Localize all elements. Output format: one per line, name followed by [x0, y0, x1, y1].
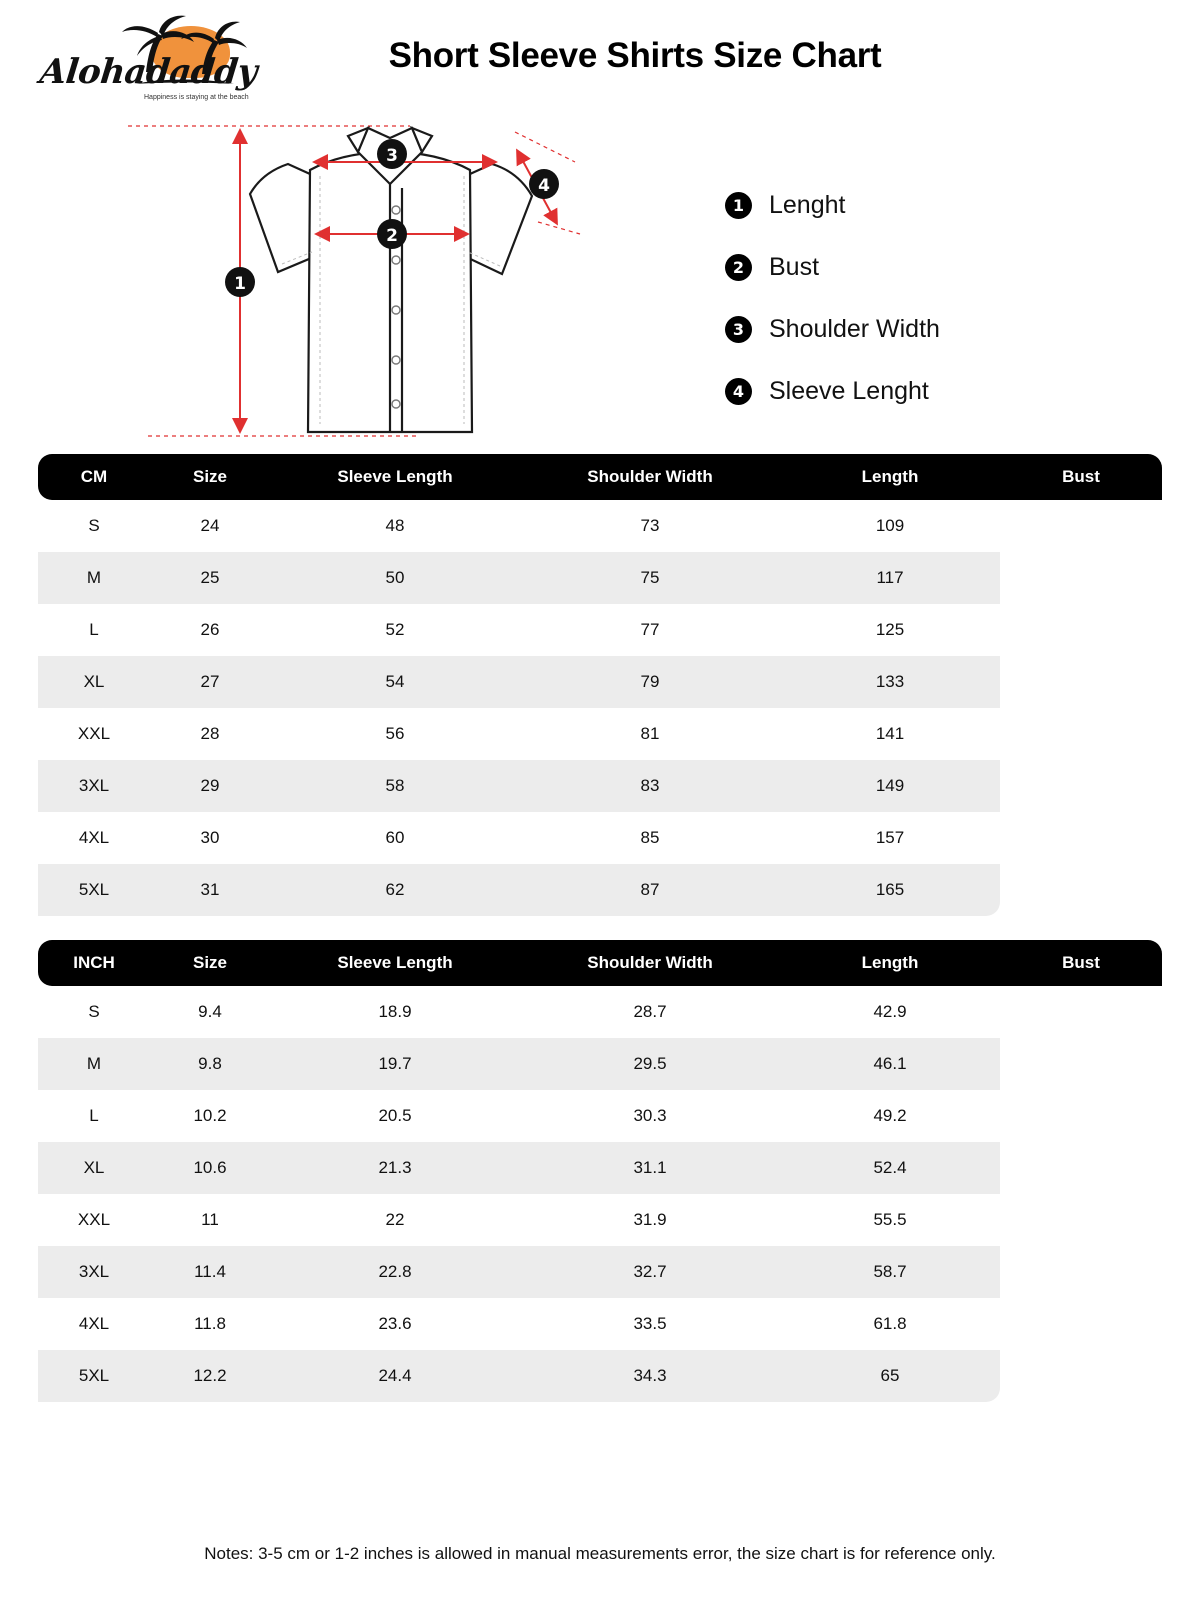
legend-badge-2: 2 [725, 254, 752, 281]
cell-length: 31.1 [520, 1142, 780, 1194]
cell-shoulder: 54 [270, 656, 520, 708]
legend-badge-1: 1 [725, 192, 752, 219]
cell-shoulder: 60 [270, 812, 520, 864]
cell-bust: 125 [780, 604, 1000, 656]
cell-size: S [38, 500, 150, 552]
cell-sleeve: 11 [150, 1194, 270, 1246]
cell-length: 34.3 [520, 1350, 780, 1402]
cell-sleeve: 26 [150, 604, 270, 656]
cell-length: 79 [520, 656, 780, 708]
cell-shoulder: 52 [270, 604, 520, 656]
cell-shoulder: 18.9 [270, 986, 520, 1038]
cell-length: 30.3 [520, 1090, 780, 1142]
cell-bust: 61.8 [780, 1298, 1000, 1350]
table-row [38, 864, 1162, 916]
cell-shoulder: 23.6 [270, 1298, 520, 1350]
inch-table-wrapper [38, 940, 1162, 1402]
col-header-length: Length [780, 454, 1000, 500]
cell-length: 31.9 [520, 1194, 780, 1246]
cell-size: L [38, 1090, 150, 1142]
legend-item-bust [725, 236, 940, 298]
table-row [38, 500, 1162, 552]
table-spacer [0, 916, 1200, 940]
cell-shoulder: 48 [270, 500, 520, 552]
col-header-sleeve-length: Sleeve Length [270, 454, 520, 500]
cell-size: 5XL [38, 1350, 150, 1402]
legend-label-4: Sleeve Lenght [769, 376, 929, 405]
cm-table-wrapper [38, 454, 1162, 916]
table-row [38, 812, 1162, 864]
cell-sleeve: 29 [150, 760, 270, 812]
table-header-row [38, 454, 1162, 500]
cell-shoulder: 22.8 [270, 1246, 520, 1298]
table-row [38, 604, 1162, 656]
cell-size: XXL [38, 708, 150, 760]
cell-length: 28.7 [520, 986, 780, 1038]
cell-length: 75 [520, 552, 780, 604]
cell-size: 3XL [38, 1246, 150, 1298]
legend-badge-3: 3 [725, 316, 752, 343]
cell-shoulder: 50 [270, 552, 520, 604]
notes-text: Notes: 3-5 cm or 1-2 inches is allowed in manual measurements error, the size chart is for reference only. [204, 1544, 996, 1563]
unit-label-inch: INCH [38, 940, 150, 986]
cell-sleeve: 11.4 [150, 1246, 270, 1298]
table-row [38, 1298, 1162, 1350]
table-row [38, 1038, 1162, 1090]
cell-shoulder: 62 [270, 864, 520, 916]
cell-length: 85 [520, 812, 780, 864]
cell-bust: 149 [780, 760, 1000, 812]
col-header-bust: Bust [1000, 454, 1162, 500]
col-header-size: Size [150, 940, 270, 986]
svg-text:4: 4 [538, 176, 550, 196]
cell-shoulder: 56 [270, 708, 520, 760]
cell-sleeve: 30 [150, 812, 270, 864]
brand-name: Alohadaddy [37, 52, 259, 92]
svg-text:3: 3 [386, 146, 398, 166]
cell-shoulder: 22 [270, 1194, 520, 1246]
brand-tagline: Happiness is staying at the beach [144, 94, 249, 101]
size-table-inch [38, 940, 1162, 1402]
svg-text:2: 2 [386, 226, 398, 246]
legend-label-1: Lenght [769, 190, 846, 219]
cell-bust: 141 [780, 708, 1000, 760]
cell-length: 32.7 [520, 1246, 780, 1298]
cell-bust: 55.5 [780, 1194, 1000, 1246]
legend-label-3: Shoulder Width [769, 314, 940, 343]
col-header-shoulder-width: Shoulder Width [520, 940, 780, 986]
legend-badge-4: 4 [725, 378, 752, 405]
cell-shoulder: 21.3 [270, 1142, 520, 1194]
cell-length: 29.5 [520, 1038, 780, 1090]
table-row [38, 986, 1162, 1038]
col-header-shoulder-width: Shoulder Width [520, 454, 780, 500]
cell-size: XXL [38, 1194, 150, 1246]
cell-length: 33.5 [520, 1298, 780, 1350]
cell-length: 77 [520, 604, 780, 656]
table-header-row [38, 940, 1162, 986]
unit-label-cm: CM [38, 454, 150, 500]
cell-bust: 109 [780, 500, 1000, 552]
cell-sleeve: 31 [150, 864, 270, 916]
page-header [0, 0, 1200, 110]
size-table-cm [38, 454, 1162, 916]
cell-length: 81 [520, 708, 780, 760]
cell-bust: 165 [780, 864, 1000, 916]
col-header-size: Size [150, 454, 270, 500]
svg-text:1: 1 [234, 274, 246, 294]
cell-shoulder: 24.4 [270, 1350, 520, 1402]
cell-sleeve: 25 [150, 552, 270, 604]
legend-item-sleeve-length [725, 360, 940, 422]
cell-size: L [38, 604, 150, 656]
cell-bust: 42.9 [780, 986, 1000, 1038]
cell-size: M [38, 552, 150, 604]
cell-size: 5XL [38, 864, 150, 916]
table-row [38, 552, 1162, 604]
col-header-length: Length [780, 940, 1000, 986]
cell-bust: 117 [780, 552, 1000, 604]
cell-size: XL [38, 1142, 150, 1194]
cell-size: 4XL [38, 1298, 150, 1350]
table-row [38, 708, 1162, 760]
cell-sleeve: 27 [150, 656, 270, 708]
cell-sleeve: 28 [150, 708, 270, 760]
cell-sleeve: 11.8 [150, 1298, 270, 1350]
cell-sleeve: 12.2 [150, 1350, 270, 1402]
cell-size: XL [38, 656, 150, 708]
table-row [38, 656, 1162, 708]
col-header-bust: Bust [1000, 940, 1162, 986]
measurement-diagram [0, 114, 1200, 454]
cell-size: S [38, 986, 150, 1038]
legend-item-shoulder-width [725, 298, 940, 360]
cell-bust: 133 [780, 656, 1000, 708]
cell-size: 4XL [38, 812, 150, 864]
cell-length: 87 [520, 864, 780, 916]
cell-sleeve: 10.2 [150, 1090, 270, 1142]
cell-sleeve: 24 [150, 500, 270, 552]
table-row [38, 760, 1162, 812]
cell-bust: 49.2 [780, 1090, 1000, 1142]
table-row [38, 1090, 1162, 1142]
legend-label-2: Bust [769, 252, 820, 281]
cell-size: M [38, 1038, 150, 1090]
col-header-sleeve-length: Sleeve Length [270, 940, 520, 986]
cell-sleeve: 10.6 [150, 1142, 270, 1194]
cell-size: 3XL [38, 760, 150, 812]
cell-length: 73 [520, 500, 780, 552]
cell-shoulder: 20.5 [270, 1090, 520, 1142]
cell-sleeve: 9.8 [150, 1038, 270, 1090]
shirt-illustration [120, 114, 680, 454]
page-title: Short Sleeve Shirts Size Chart [388, 36, 882, 75]
cell-bust: 46.1 [780, 1038, 1000, 1090]
table-row [38, 1194, 1162, 1246]
cell-bust: 65 [780, 1350, 1000, 1402]
table-row [38, 1142, 1162, 1194]
legend [725, 174, 940, 422]
cell-bust: 52.4 [780, 1142, 1000, 1194]
cell-length: 83 [520, 760, 780, 812]
cell-bust: 58.7 [780, 1246, 1000, 1298]
table-row [38, 1350, 1162, 1402]
table-row [38, 1246, 1162, 1298]
cell-shoulder: 19.7 [270, 1038, 520, 1090]
cell-shoulder: 58 [270, 760, 520, 812]
cell-bust: 157 [780, 812, 1000, 864]
cell-sleeve: 9.4 [150, 986, 270, 1038]
legend-item-length [725, 174, 940, 236]
